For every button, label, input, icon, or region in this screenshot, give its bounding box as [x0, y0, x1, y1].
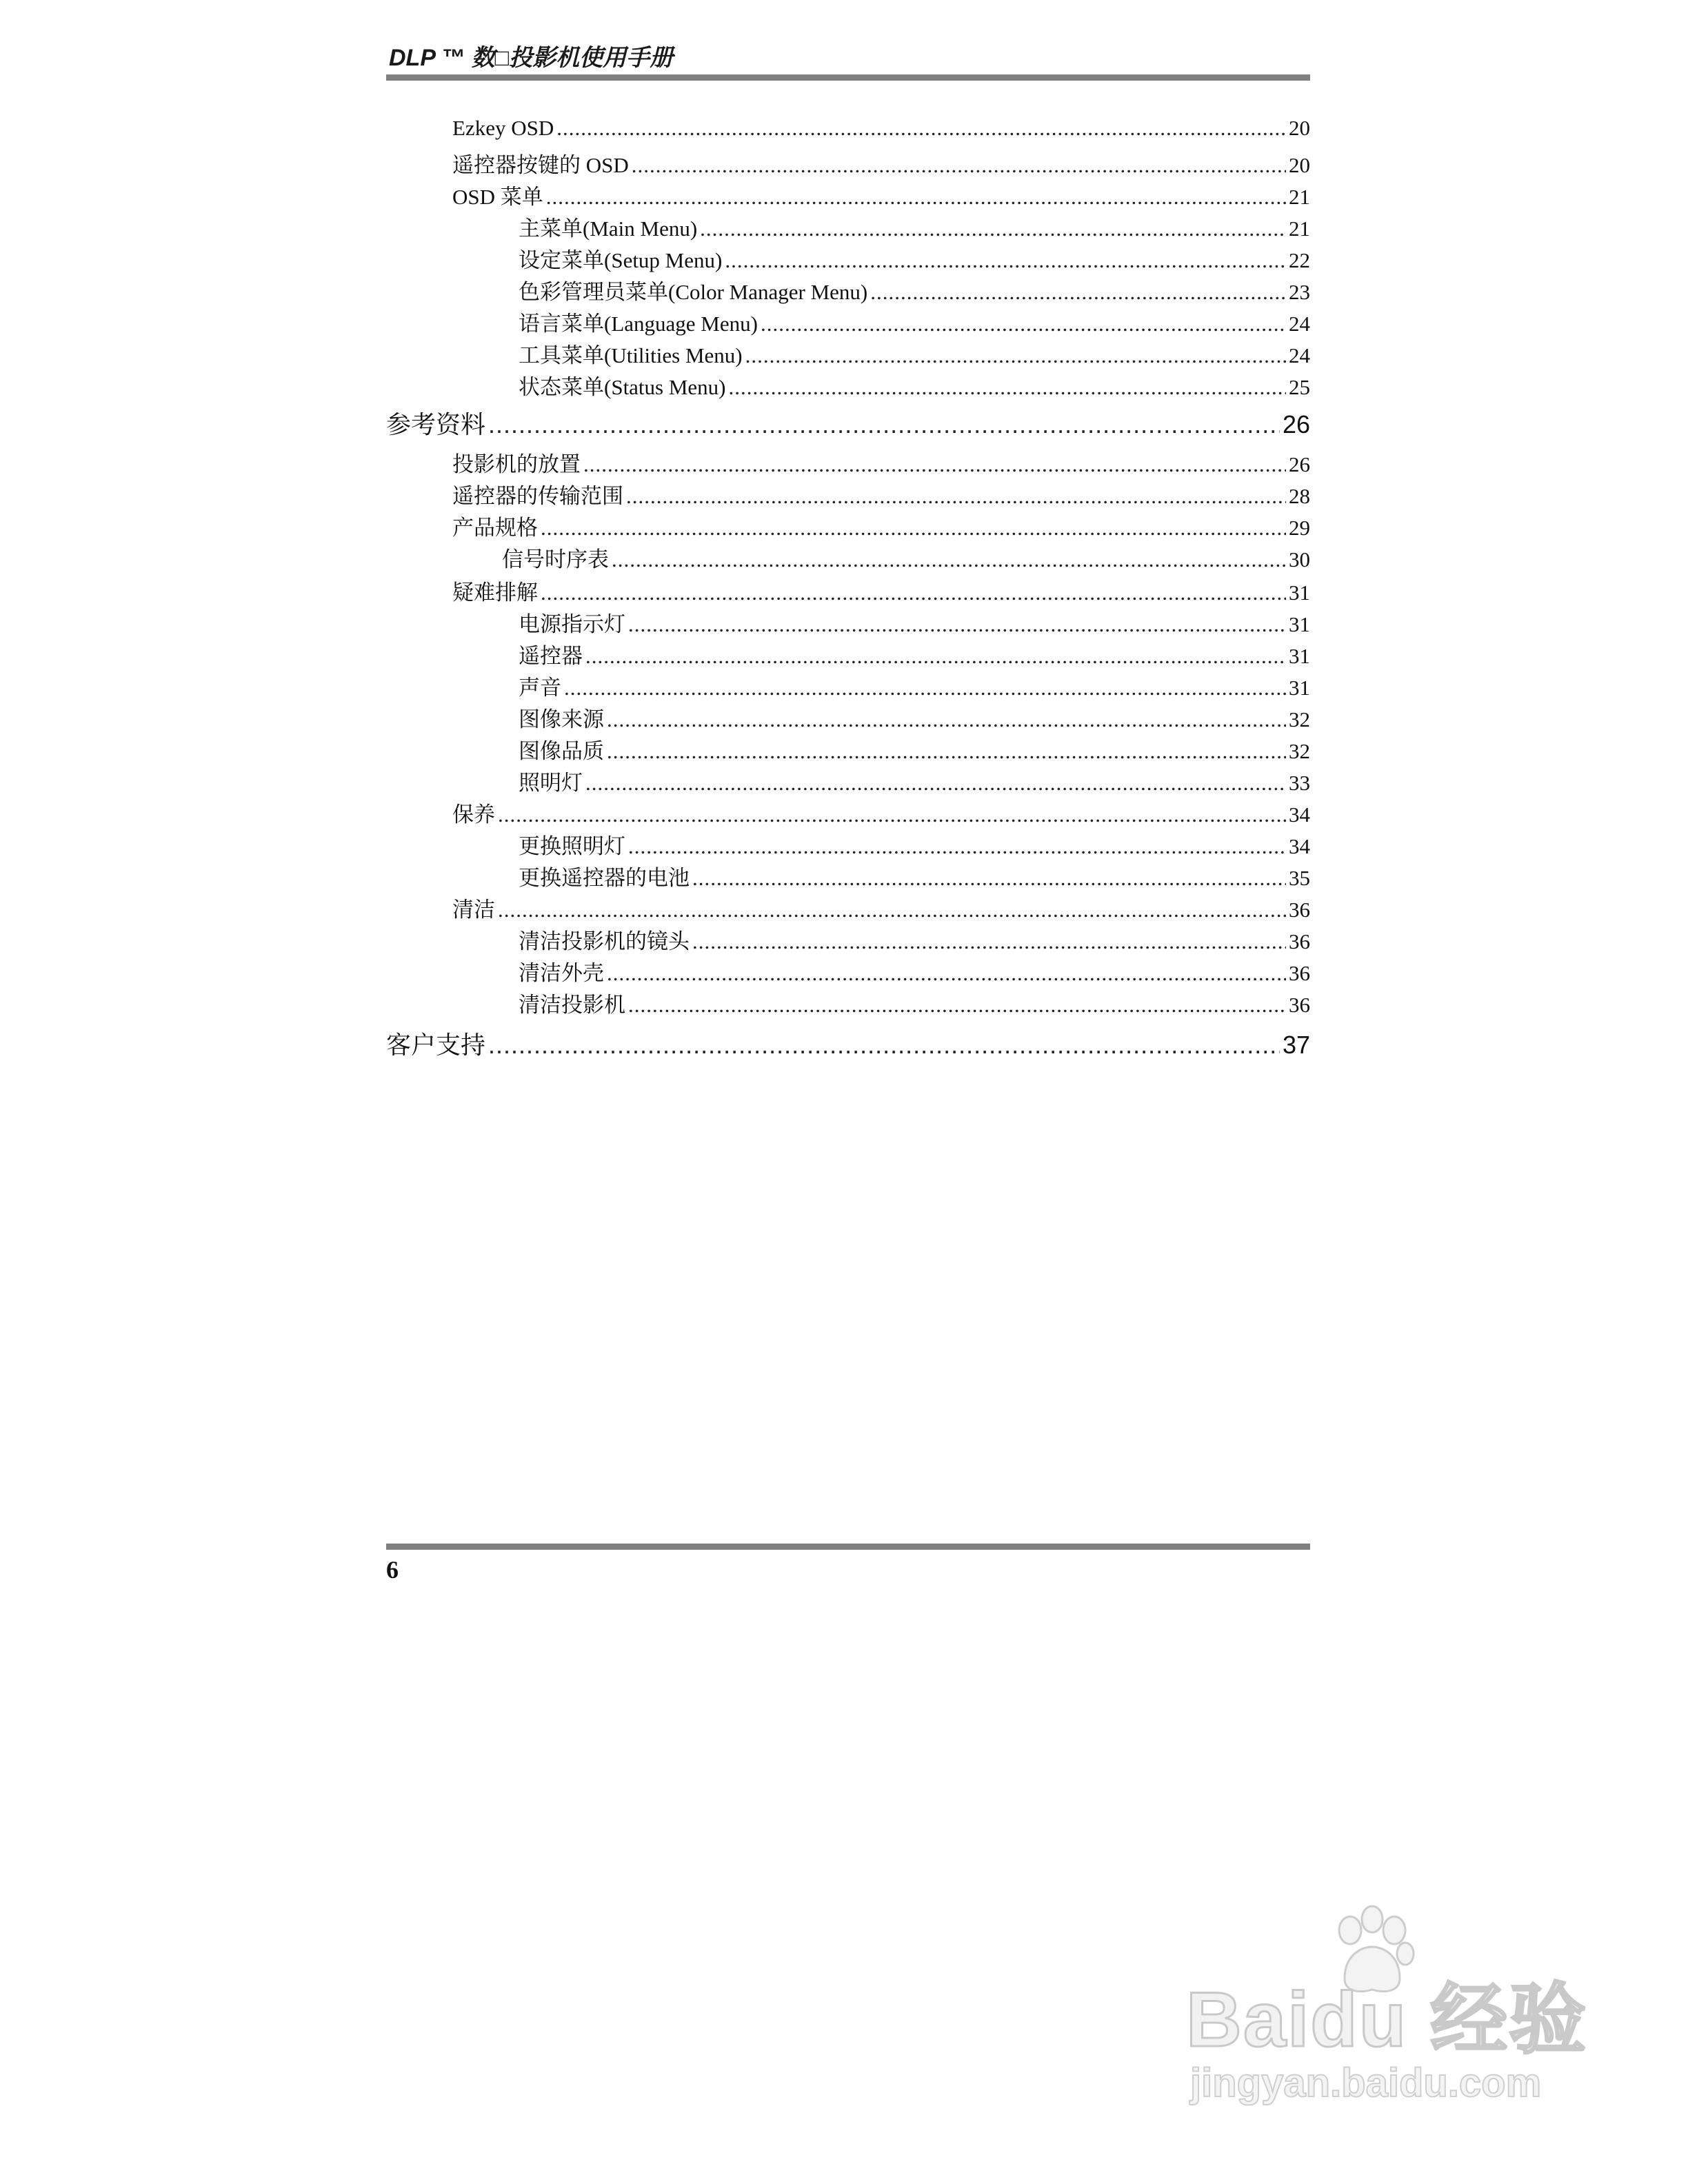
toc-entry-page: 32 — [1289, 739, 1310, 763]
toc-entry-label: 参考资料 — [386, 411, 486, 438]
toc-entry[interactable] — [386, 243, 1310, 274]
toc-entry-page: 24 — [1289, 312, 1310, 336]
toc-entry-label: 疑难排解 — [452, 580, 538, 605]
toc-entry-page: 36 — [1289, 929, 1310, 953]
toc-entry-label: 工具菜单(Utilities Menu) — [519, 343, 743, 367]
toc-entry-page: 22 — [1289, 248, 1310, 272]
toc-entry[interactable] — [386, 797, 1310, 828]
toc-entry[interactable] — [386, 306, 1310, 337]
toc-entry-label: 图像品质 — [519, 739, 604, 763]
toc-dot-leader — [870, 280, 1286, 305]
toc-dot-leader — [761, 312, 1286, 336]
toc-entry-label: 遥控器的传输范围 — [452, 484, 623, 508]
toc-entry-page: 34 — [1289, 834, 1310, 858]
toc-entry-label: 声音 — [519, 676, 561, 700]
toc-entry-label: 清洁投影机的镜头 — [519, 929, 690, 953]
toc-entry[interactable] — [386, 542, 1310, 573]
toc-dot-leader — [556, 116, 1286, 141]
toc-dot-leader — [583, 452, 1286, 477]
toc-entry-page: 21 — [1289, 216, 1310, 241]
toc-entry[interactable] — [386, 956, 1310, 987]
toc-entry-page: 34 — [1289, 802, 1310, 827]
toc-entry-label: 客户支持 — [386, 1031, 486, 1059]
toc-entry-label: 信号时序表 — [502, 547, 609, 572]
toc-entry-page: 31 — [1289, 580, 1310, 605]
toc-entry[interactable] — [386, 148, 1310, 179]
toc-entry-label: 电源指示灯 — [519, 612, 625, 636]
toc-dot-leader — [607, 739, 1286, 764]
toc-dot-leader — [692, 866, 1286, 891]
toc-entry-page: 21 — [1289, 185, 1310, 209]
toc-entry-label: 更换遥控器的电池 — [519, 866, 690, 890]
toc-dot-leader — [628, 834, 1286, 859]
toc-dot-leader — [585, 644, 1286, 669]
toc-entry-label: 照明灯 — [519, 771, 583, 795]
toc-entry[interactable] — [386, 702, 1310, 733]
toc-dot-leader — [745, 343, 1286, 368]
toc-dot-leader — [541, 580, 1286, 605]
toc-entry[interactable] — [386, 179, 1310, 210]
toc-entry-page: 26 — [1289, 452, 1310, 476]
toc-entry-label: 投影机的放置 — [452, 452, 581, 476]
toc-dot-leader — [692, 929, 1286, 954]
toc-entry[interactable] — [386, 370, 1310, 401]
toc-section-entry[interactable] — [386, 405, 1310, 441]
toc-entry-page: 36 — [1289, 961, 1310, 985]
watermark-url: jingyan.baidu.com — [1190, 2061, 1542, 2105]
toc-dot-leader — [628, 612, 1286, 637]
toc-dot-leader — [564, 676, 1286, 700]
toc-entry[interactable] — [386, 116, 1310, 141]
toc-entry[interactable] — [386, 924, 1310, 955]
toc-entry-label: 清洁 — [452, 898, 495, 922]
toc-dot-leader — [729, 375, 1286, 400]
toc-entry[interactable] — [386, 211, 1310, 242]
toc-entry-page: 37 — [1282, 1031, 1310, 1059]
toc-entry-label: Ezkey OSD — [452, 116, 554, 140]
toc-dot-leader — [626, 484, 1286, 509]
toc-entry[interactable] — [386, 829, 1310, 860]
toc-entry[interactable] — [386, 447, 1310, 478]
toc-entry-label: 色彩管理员菜单(Color Manager Menu) — [519, 280, 868, 304]
toc-entry-label: 状态菜单(Status Menu) — [519, 375, 726, 399]
toc-dot-leader — [612, 547, 1286, 572]
header-rule — [386, 74, 1310, 81]
toc-entry[interactable] — [386, 892, 1310, 923]
toc-entry-label: OSD 菜单 — [452, 185, 543, 209]
watermark-logo-text: Baidu 经验 — [1186, 1976, 1588, 2063]
toc-dot-leader — [725, 248, 1286, 273]
toc-entry-page: 20 — [1289, 116, 1310, 140]
toc-entry-label: 语言菜单(Language Menu) — [519, 312, 758, 336]
toc-entry-page: 24 — [1289, 343, 1310, 367]
toc-dot-leader — [585, 771, 1286, 796]
toc-dot-leader — [628, 993, 1286, 1018]
toc-entry[interactable] — [386, 274, 1310, 305]
toc-entry-page: 35 — [1289, 866, 1310, 890]
toc-entry-label: 主菜单(Main Menu) — [519, 216, 698, 241]
toc-entry-page: 26 — [1282, 410, 1310, 438]
header-title: DLP ™ 数□投影机使用手册 — [389, 45, 674, 71]
toc-entry-page: 36 — [1289, 898, 1310, 922]
toc-entry-page: 33 — [1289, 771, 1310, 795]
toc-dot-leader — [498, 802, 1286, 827]
toc-dot-leader — [607, 707, 1286, 732]
toc-entry-page: 31 — [1289, 644, 1310, 668]
toc-dot-leader — [541, 516, 1286, 540]
toc-dot-leader — [498, 898, 1286, 922]
toc-entry-page: 25 — [1289, 375, 1310, 399]
toc-entry[interactable] — [386, 860, 1310, 891]
toc-entry-label: 产品规格 — [452, 516, 538, 540]
toc-entry-page: 29 — [1289, 516, 1310, 540]
footer-rule — [386, 1544, 1310, 1550]
toc-entry[interactable] — [386, 765, 1310, 796]
toc-entry[interactable] — [386, 607, 1310, 638]
toc-entry[interactable] — [386, 478, 1310, 509]
toc-entry-page: 30 — [1289, 547, 1310, 572]
toc-entry[interactable] — [386, 734, 1310, 765]
toc-dot-leader — [488, 1031, 1280, 1060]
toc-entry-page: 31 — [1289, 612, 1310, 636]
toc-section-entry[interactable] — [386, 1026, 1310, 1061]
toc-entry-page: 23 — [1289, 280, 1310, 304]
toc-entry[interactable] — [386, 510, 1310, 541]
toc-dot-leader — [700, 216, 1286, 241]
toc-entry-label: 遥控器 — [519, 644, 583, 668]
toc-entry-label: 更换照明灯 — [519, 834, 625, 858]
toc-entry-label: 清洁外壳 — [519, 961, 604, 985]
toc-entry-page: 31 — [1289, 676, 1310, 700]
toc-entry[interactable] — [386, 575, 1310, 606]
toc-entry-label: 保养 — [452, 802, 495, 827]
toc-dot-leader — [632, 153, 1286, 178]
toc-entry-page: 32 — [1289, 707, 1310, 731]
toc-entry-label: 设定菜单(Setup Menu) — [519, 248, 723, 272]
toc-entry[interactable] — [386, 987, 1310, 1018]
toc-entry-page: 36 — [1289, 993, 1310, 1017]
baidu-jingyan-watermark — [1186, 1903, 1588, 2110]
toc-entry[interactable] — [386, 338, 1310, 369]
toc-dot-leader — [546, 185, 1286, 210]
toc-entry-page: 20 — [1289, 153, 1310, 177]
toc-entry[interactable] — [386, 670, 1310, 701]
toc-entry-label: 图像来源 — [519, 707, 604, 731]
toc-dot-leader — [488, 410, 1280, 439]
page-number: 6 — [386, 1556, 399, 1584]
toc-entry-label: 遥控器按键的 OSD — [452, 153, 629, 177]
toc-entry[interactable] — [386, 638, 1310, 669]
toc-dot-leader — [607, 961, 1286, 986]
toc-entry-page: 28 — [1289, 484, 1310, 508]
toc-entry-label: 清洁投影机 — [519, 993, 625, 1017]
